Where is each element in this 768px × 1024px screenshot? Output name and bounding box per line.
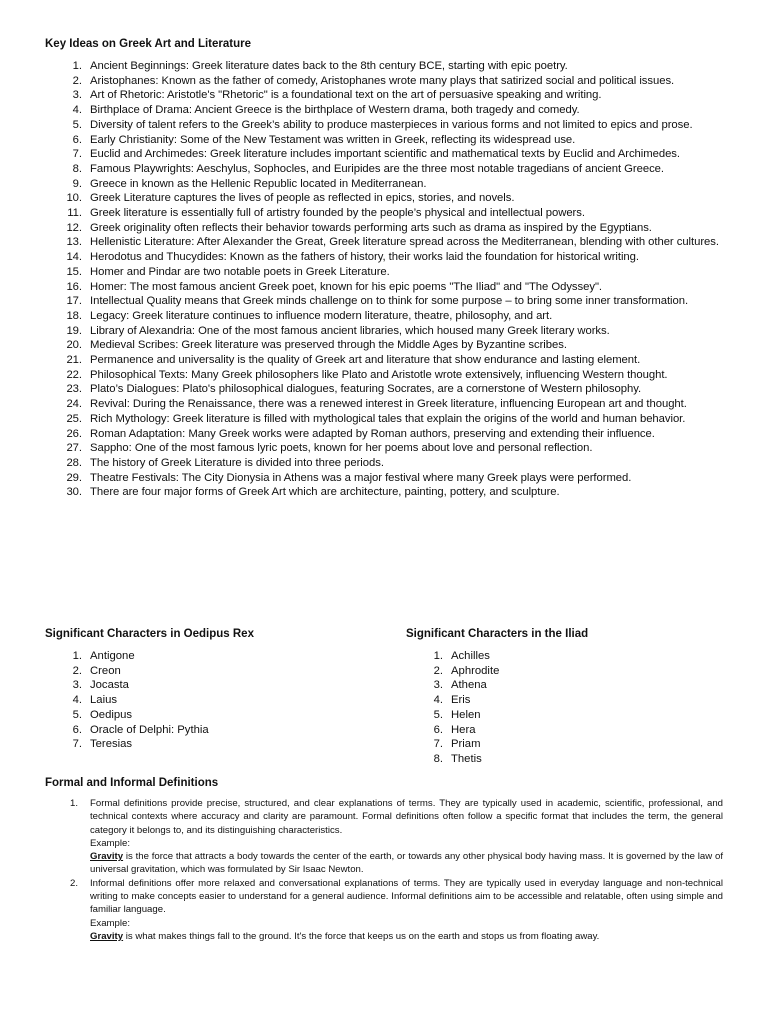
definition-text: Informal definitions offer more relaxed and conversational explanations of terms. They are typically used in everyday language and non-technical writing to make concepts easier to understand for a general audience. Informal definitions aim to be accessible and relatable, often using simple and familiar language. — [90, 877, 723, 916]
key-idea-item — [45, 265, 723, 280]
key-idea-item — [45, 294, 723, 309]
item-text: Early Christianity: Some of the New Testament was written in Greek, reflecting its widespread use. — [90, 133, 576, 146]
key-idea-item — [45, 103, 723, 118]
item-number: 6. — [72, 723, 82, 736]
example-term: Gravity — [90, 930, 124, 942]
key-idea-item — [45, 133, 723, 148]
item-number: 8. — [72, 162, 82, 175]
key-idea-item — [45, 235, 723, 250]
item-text: Herodotus and Thucydides: Known as the fathers of history, their works laid the foundation for historical writing. — [90, 251, 639, 264]
key-idea-item — [45, 221, 723, 236]
item-number: 13. — [66, 236, 82, 249]
definition-item — [45, 797, 723, 877]
item-number: 2. — [69, 877, 78, 889]
item-text: Library of Alexandria: One of the most famous ancient libraries, which housed many Greek literary works. — [90, 324, 610, 337]
item-text: Theatre Festivals: The City Dionysia in Athens was a major festival where many Greek plays were performed. — [90, 471, 632, 484]
item-text: Famous Playwrights: Aeschylus, Sophocles, and Euripides are the three most notable tragedians of ancient Greece. — [90, 162, 665, 175]
key-idea-item — [45, 471, 723, 486]
item-number: 15. — [66, 265, 82, 278]
example-label: Example: — [90, 917, 130, 929]
oedipus-character-item — [45, 737, 345, 752]
item-number: 6. — [433, 723, 443, 736]
item-number: 5. — [72, 118, 82, 131]
item-text: Birthplace of Drama: Ancient Greece is the birthplace of Western drama, both tragedy and comedy. — [90, 104, 580, 117]
item-number: 30. — [66, 486, 82, 499]
oedipus-character-item — [45, 664, 345, 679]
item-text: Homer and Pindar are two notable poets in Greek Literature. — [90, 265, 390, 278]
item-number: 1. — [72, 60, 82, 72]
item-number: 28. — [66, 456, 82, 469]
key-idea-item — [45, 485, 723, 500]
item-text: The history of Greek Literature is divided into three periods. — [90, 456, 384, 469]
example-sentence — [90, 930, 723, 943]
item-text: Medieval Scribes: Greek literature was preserved through the Middle Ages by Byzantine scribes. — [90, 339, 567, 352]
item-text: Eris — [451, 694, 471, 707]
item-text: Antigone — [90, 650, 135, 662]
item-number: 22. — [66, 368, 82, 381]
key-idea-item — [45, 397, 723, 412]
definition-item — [45, 877, 723, 943]
item-text: Greek originality often reflects their behavior towards performing arts such as drama as inspired by the Egyptians. — [90, 221, 652, 234]
item-number: 20. — [66, 339, 82, 352]
item-number: 12. — [66, 221, 82, 234]
item-number: 4. — [72, 104, 82, 117]
definitions-heading: Formal and Informal Definitions — [45, 777, 219, 789]
example-term: Gravity — [90, 851, 124, 863]
item-number: 21. — [66, 354, 82, 367]
iliad-character-item — [406, 693, 706, 708]
key-idea-item — [45, 338, 723, 353]
iliad-character-item — [406, 664, 706, 679]
item-text: Art of Rhetoric: Aristotle's "Rhetoric" is a foundational text on the art of persuasive speaking and writing. — [90, 89, 602, 102]
item-number: 18. — [66, 309, 82, 322]
oedipus-characters-list — [45, 649, 345, 752]
iliad-heading: Significant Characters in the Iliad — [406, 628, 589, 640]
item-number: 2. — [433, 664, 443, 677]
item-text: Philosophical Texts: Many Greek philosophers like Plato and Aristotle wrote extensively, influencing Western thought. — [90, 368, 668, 381]
item-number: 24. — [66, 398, 82, 411]
key-idea-item — [45, 456, 723, 471]
item-number: 4. — [72, 694, 82, 707]
oedipus-character-item — [45, 693, 345, 708]
key-idea-item — [45, 382, 723, 397]
item-text: Priam — [451, 738, 481, 751]
key-idea-item — [45, 309, 723, 324]
item-number: 26. — [66, 427, 82, 440]
oedipus-character-item — [45, 649, 345, 664]
definitions-list — [45, 797, 723, 943]
item-text: Permanence and universality is the quality of Greek art and literature that show endurance and lasting element. — [90, 354, 641, 367]
example-sentence — [90, 850, 723, 877]
key-idea-item — [45, 59, 723, 74]
item-text: Revival: During the Renaissance, there was a renewed interest in Greek literature, influencing European art and thought. — [90, 398, 687, 411]
item-text: Athena — [451, 679, 487, 692]
item-number: 11. — [67, 207, 82, 220]
item-number: 4. — [433, 694, 443, 707]
item-text: Hellenistic Literature: After Alexander the Great, Greek literature spread across the Mediterranean, blending with other cultures. — [90, 236, 719, 249]
key-idea-item — [45, 427, 723, 442]
item-number: 2. — [72, 74, 82, 87]
item-text: Laius — [90, 694, 118, 707]
item-number: 2. — [72, 664, 82, 677]
item-number: 10. — [66, 192, 82, 205]
example-text: is the force that attracts a body towards the center of the earth, or towards any other physical body having mass. It is governed by the law of universal gravitation, which was formulated by Sir Isaac Newton. — [90, 851, 723, 876]
item-number: 3. — [72, 679, 82, 692]
item-number: 27. — [66, 442, 82, 455]
item-text: Homer: The most famous ancient Greek poet, known for his epic poems "The Iliad" and "The Odyssey". — [90, 280, 602, 293]
key-idea-item — [45, 250, 723, 265]
item-text: Greece in known as the Hellenic Republic located in Mediterranean. — [90, 177, 427, 190]
key-idea-item — [45, 88, 723, 103]
item-number: 29. — [66, 471, 82, 484]
key-idea-item — [45, 441, 723, 456]
item-text: Greek literature is essentially full of artistry founded by the people’s physical and intellectual powers. — [90, 207, 585, 220]
item-number: 7. — [433, 738, 443, 751]
item-text: Sappho: One of the most famous lyric poets, known for her poems about love and personal reflection. — [90, 442, 593, 455]
item-number: 14. — [66, 251, 82, 264]
item-number: 17. — [66, 295, 82, 308]
item-text: Achilles — [451, 650, 490, 662]
item-text: Hera — [451, 723, 476, 736]
item-text: Helen — [451, 708, 481, 721]
item-number: 23. — [66, 383, 82, 396]
key-idea-item — [45, 191, 723, 206]
oedipus-character-item — [45, 723, 345, 738]
key-idea-item — [45, 324, 723, 339]
definition-text: Formal definitions provide precise, structured, and clear explanations of terms. They are typically used in academic, scientific, professional, and technical contexts where accuracy and clarity are paramount. Formal definitions often follow a specific format that includes the term, the general category it belongs to, and its distinguishing characteristics. — [90, 798, 723, 836]
item-text: Ancient Beginnings: Greek literature dates back to the 8th century BCE, starting with epic poetry. — [90, 60, 568, 72]
item-number: 3. — [72, 89, 82, 102]
key-idea-item — [45, 353, 723, 368]
oedipus-character-item — [45, 708, 345, 723]
iliad-characters-list — [406, 649, 706, 767]
item-text: Euclid and Archimedes: Greek literature includes important scientific and mathematical texts by Euclid and Archimedes. — [90, 148, 680, 161]
example-label: Example: — [90, 837, 130, 849]
key-idea-item — [45, 412, 723, 427]
item-text: Creon — [90, 664, 121, 677]
item-text: Greek Literature captures the lives of people as reflected in epics, stories, and novels. — [90, 192, 515, 205]
item-text: Plato’s Dialogues: Plato's philosophical dialogues, featuring Socrates, are a cornerstone of Western philosophy. — [90, 383, 642, 396]
item-number: 5. — [72, 708, 82, 721]
item-text: Oedipus — [90, 708, 133, 721]
item-text: Roman Adaptation: Many Greek works were adapted by Roman authors, preserving and extending their influence. — [90, 427, 655, 440]
item-number: 25. — [66, 412, 82, 425]
iliad-character-item — [406, 737, 706, 752]
item-text: Aphrodite — [451, 664, 500, 677]
item-number: 1. — [69, 798, 78, 809]
item-number: 9. — [72, 177, 82, 190]
item-number: 7. — [72, 148, 82, 161]
item-number: 16. — [66, 280, 82, 293]
iliad-character-item — [406, 708, 706, 723]
item-text: Legacy: Greek literature continues to influence modern literature, theatre, philosophy, and art. — [90, 309, 553, 322]
item-text: Aristophanes: Known as the father of comedy, Aristophanes wrote many plays that satirized social and political issues. — [90, 74, 675, 87]
item-text: Oracle of Delphi: Pythia — [90, 723, 209, 736]
item-text: There are four major forms of Greek Art which are architecture, painting, pottery, and sculpture. — [90, 486, 560, 499]
item-number: 1. — [433, 650, 443, 662]
key-idea-item — [45, 280, 723, 295]
item-number: 3. — [433, 679, 443, 692]
item-number: 1. — [72, 650, 82, 662]
oedipus-character-item — [45, 678, 345, 693]
key-ideas-heading: Key Ideas on Greek Art and Literature — [45, 38, 252, 50]
item-text: Diversity of talent refers to the Greek’s ability to produce masterpieces in various forms and not limited to epics and prose. — [90, 118, 693, 131]
key-idea-item — [45, 74, 723, 89]
item-text: Teresias — [90, 738, 133, 751]
key-ideas-list — [45, 59, 723, 500]
iliad-character-item — [406, 723, 706, 738]
item-number: 6. — [72, 133, 82, 146]
item-text: Intellectual Quality means that Greek minds challenge on to think for some purpose – to bring some inner transformation. — [90, 295, 689, 308]
key-idea-item — [45, 118, 723, 133]
key-idea-item — [45, 177, 723, 192]
key-idea-item — [45, 162, 723, 177]
item-number: 5. — [433, 708, 443, 721]
iliad-character-item — [406, 678, 706, 693]
example-text: is what makes things fall to the ground. It's the force that keeps us on the earth and stops us from floating away. — [123, 930, 600, 942]
iliad-character-item — [406, 752, 706, 767]
key-idea-item — [45, 368, 723, 383]
item-text: Thetis — [451, 752, 482, 765]
item-text: Jocasta — [90, 679, 129, 692]
oedipus-heading: Significant Characters in Oedipus Rex — [45, 628, 254, 640]
key-idea-item — [45, 147, 723, 162]
item-text: Rich Mythology: Greek literature is filled with mythological tales that explain the origins of the world and human behavior. — [90, 412, 686, 425]
item-number: 8. — [433, 752, 443, 765]
item-number: 19. — [66, 324, 82, 337]
iliad-character-item — [406, 649, 706, 664]
item-number: 7. — [72, 738, 82, 751]
key-idea-item — [45, 206, 723, 221]
